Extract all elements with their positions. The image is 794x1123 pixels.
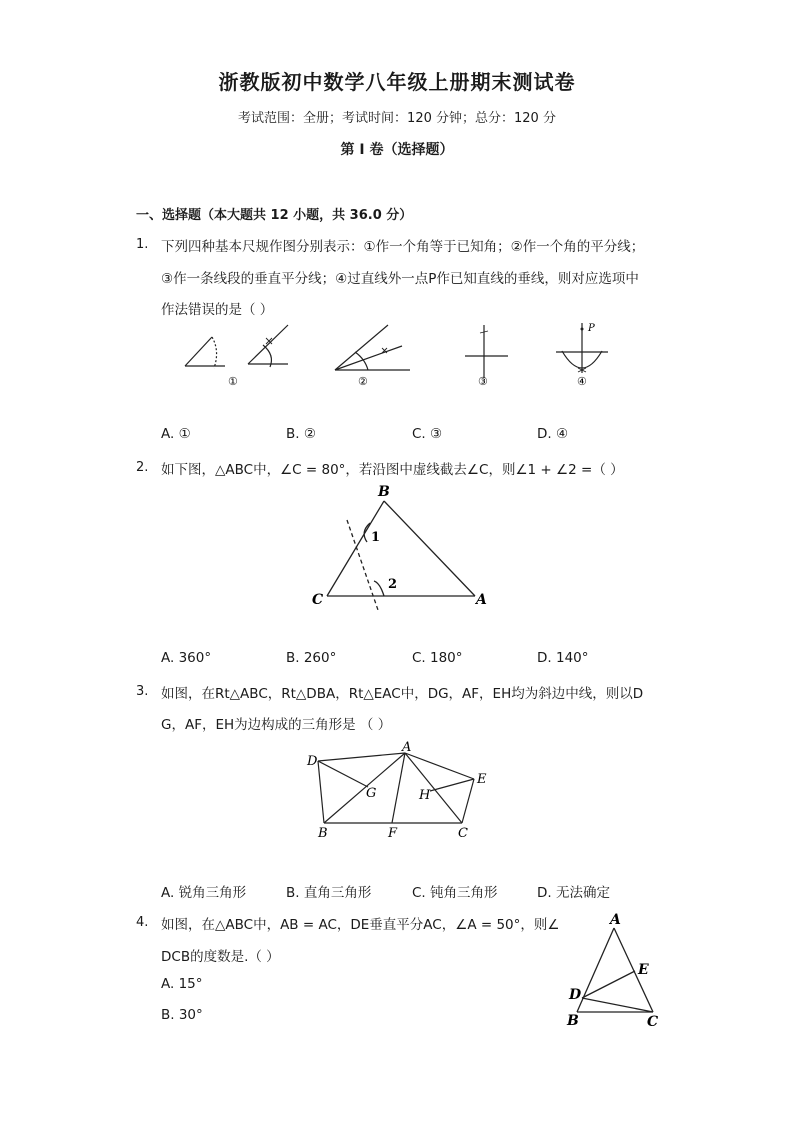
volume-heading: 第 I 卷（选择题）: [340, 142, 454, 158]
exam-info: 考试范围：全册；考试时间：120 分钟；总分：120 分: [238, 111, 556, 126]
option-a[interactable]: A. 360°: [161, 650, 212, 666]
figure-label: A: [610, 912, 621, 928]
figure-label: B: [318, 826, 328, 841]
question-number: 3.: [136, 684, 149, 699]
figure-label: E: [477, 772, 487, 787]
option-a[interactable]: A. 锐角三角形: [161, 885, 247, 901]
option-b[interactable]: B. 30°: [161, 1007, 203, 1023]
option-c[interactable]: C. 180°: [412, 650, 463, 666]
question-text: ③作一条线段的垂直平分线；④过直线外一点P作已知直线的垂线，则对应选项中: [161, 271, 639, 287]
figure-label: C: [647, 1014, 659, 1030]
page-title: 浙教版初中数学八年级上册期末测试卷: [218, 70, 576, 94]
figure-label: E: [638, 962, 649, 978]
question-number: 4.: [136, 915, 149, 930]
figure-label: G: [366, 786, 377, 801]
question-number: 2.: [136, 460, 149, 475]
option-b[interactable]: B. 直角三角形: [286, 885, 372, 901]
figure-label: 1: [371, 530, 381, 545]
figure-label: C: [312, 592, 324, 608]
q4-figure: [560, 908, 670, 1033]
question-text: 下列四种基本尺规作图分别表示：①作一个角等于已知角；②作一个角的平分线；: [161, 239, 645, 255]
question-text: 如图，在Rt△ABC，Rt△DBA，Rt△EAC中，DG，AF，EH均为斜边中线，则以D: [161, 686, 644, 702]
figure-label: ③: [478, 375, 488, 388]
option-c[interactable]: C. 钝角三角形: [412, 885, 498, 901]
option-b[interactable]: B. ②: [286, 426, 316, 442]
q1-figure: [170, 315, 630, 395]
section-heading: 一、选择题（本大题共 12 小题，共 36.0 分）: [136, 208, 413, 223]
question-text: 如图，在△ABC中，AB = AC，DE垂直平分AC，∠A = 50°，则∠: [161, 917, 560, 933]
option-a[interactable]: A. ①: [161, 426, 191, 442]
q2-figure: [300, 480, 500, 610]
figure-label: B: [567, 1013, 579, 1029]
figure-label: F: [388, 826, 398, 841]
question-text: DCB的度数是.（ ）: [161, 949, 280, 965]
figure-label: D: [307, 754, 318, 769]
figure-label: B: [378, 484, 390, 500]
figure-label: P: [588, 323, 595, 334]
question-number: 1.: [136, 237, 149, 252]
question-text: 作法错误的是（ ）: [161, 302, 274, 318]
question-text: G，AF，EH为边构成的三角形是 （ ）: [161, 717, 392, 733]
question-text: 如下图，△ABC中，∠C = 80°，若沿图中虚线截去∠C，则∠1 + ∠2 =（ ）: [161, 462, 624, 478]
option-d[interactable]: D. 140°: [537, 650, 589, 666]
figure-label: ②: [358, 375, 368, 388]
option-d[interactable]: D. 无法确定: [537, 885, 610, 901]
option-a[interactable]: A. 15°: [161, 976, 203, 992]
figure-label: D: [569, 987, 582, 1003]
figure-label: ④: [577, 375, 587, 388]
figure-label: A: [402, 740, 412, 755]
option-b[interactable]: B. 260°: [286, 650, 337, 666]
figure-label: H: [419, 788, 431, 803]
q3-figure: [300, 737, 500, 843]
option-c[interactable]: C. ③: [412, 426, 443, 442]
figure-label: ①: [228, 375, 238, 388]
figure-label: 2: [388, 577, 398, 592]
figure-label: C: [458, 826, 468, 841]
option-d[interactable]: D. ④: [537, 426, 569, 442]
figure-label: A: [476, 592, 487, 608]
